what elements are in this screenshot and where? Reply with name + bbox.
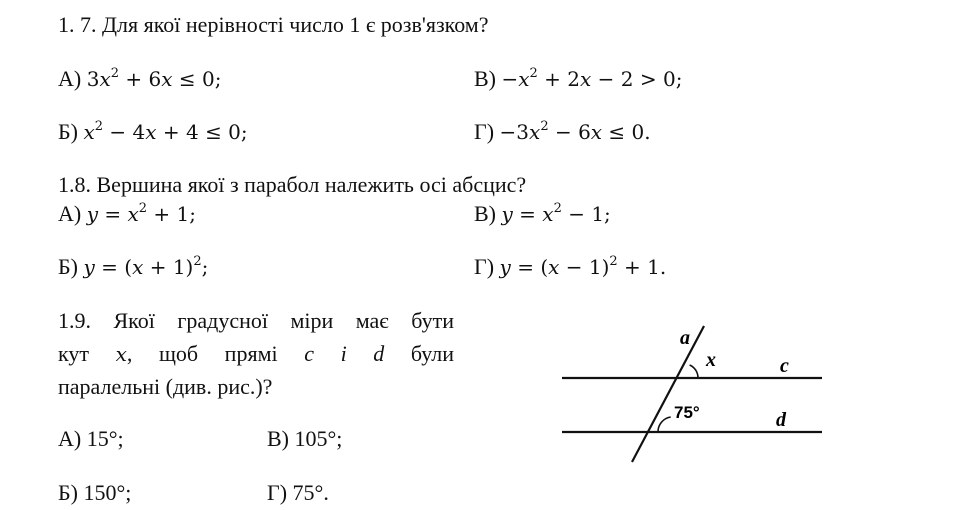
q17-title: 1. 7. Для якої нерівності число 1 є розв'язком? (58, 12, 489, 37)
q17-option-b[interactable] (474, 66, 682, 92)
formula: $y = (x - 1)^2 + 1$. (499, 254, 667, 279)
angle-75-arc (658, 417, 671, 432)
option-label: А) (58, 201, 82, 226)
option-label: А) (58, 66, 82, 91)
q18-option-a[interactable] (58, 201, 196, 227)
angle-x-arc (690, 365, 698, 378)
transversal-a (632, 326, 704, 462)
q19-text-line-2: кут x, щоб прямі c і d були (58, 341, 455, 366)
q17-option-c[interactable] (58, 119, 248, 145)
formula: $-3x^2 - 6x \le 0$. (499, 119, 651, 144)
option-label: В) (474, 66, 496, 91)
q19-option-c[interactable]: Б) 150°; (58, 480, 132, 505)
q19-text-line-1: 1.9. Якої градусної міри має бути (58, 308, 454, 333)
option-label: Б) (58, 254, 78, 279)
q19-option-a[interactable]: А) 15°; (58, 426, 124, 451)
angle-75-label: 75° (674, 403, 700, 422)
label-c: c (780, 355, 789, 377)
q19-option-b[interactable]: В) 105°; (267, 426, 343, 451)
q17-option-a[interactable] (58, 66, 221, 92)
parallel-lines-figure (552, 318, 832, 468)
formula: $y = x^2 - 1$; (501, 201, 611, 226)
label-d: d (776, 409, 786, 431)
q19-text-line-3: паралельні (див. рис.)? (58, 374, 273, 399)
option-label: Г) (474, 254, 495, 279)
option-label: В) (474, 201, 496, 226)
q18-option-b[interactable] (474, 201, 611, 227)
label-x: x (706, 349, 716, 371)
formula: $y = (x + 1)^2$; (83, 254, 209, 279)
q17-option-d[interactable] (474, 119, 651, 145)
q18-option-c[interactable] (58, 254, 208, 280)
q19-option-d[interactable]: Г) 75°. (267, 480, 329, 505)
formula: $y = x^2 + 1$; (86, 201, 197, 226)
option-label: Г) (474, 119, 495, 144)
option-label: Б) (58, 119, 78, 144)
q18-option-d[interactable] (474, 254, 666, 280)
formula: $3x^2 + 6x \le 0$; (86, 66, 222, 91)
label-a: a (680, 327, 690, 349)
q18-title: 1.8. Вершина якої з парабол належить осі абсцис? (58, 172, 527, 197)
formula: $-x^2 + 2x - 2 > 0$; (501, 66, 683, 91)
formula: $x^2 - 4x + 4 \le 0$; (83, 119, 248, 144)
